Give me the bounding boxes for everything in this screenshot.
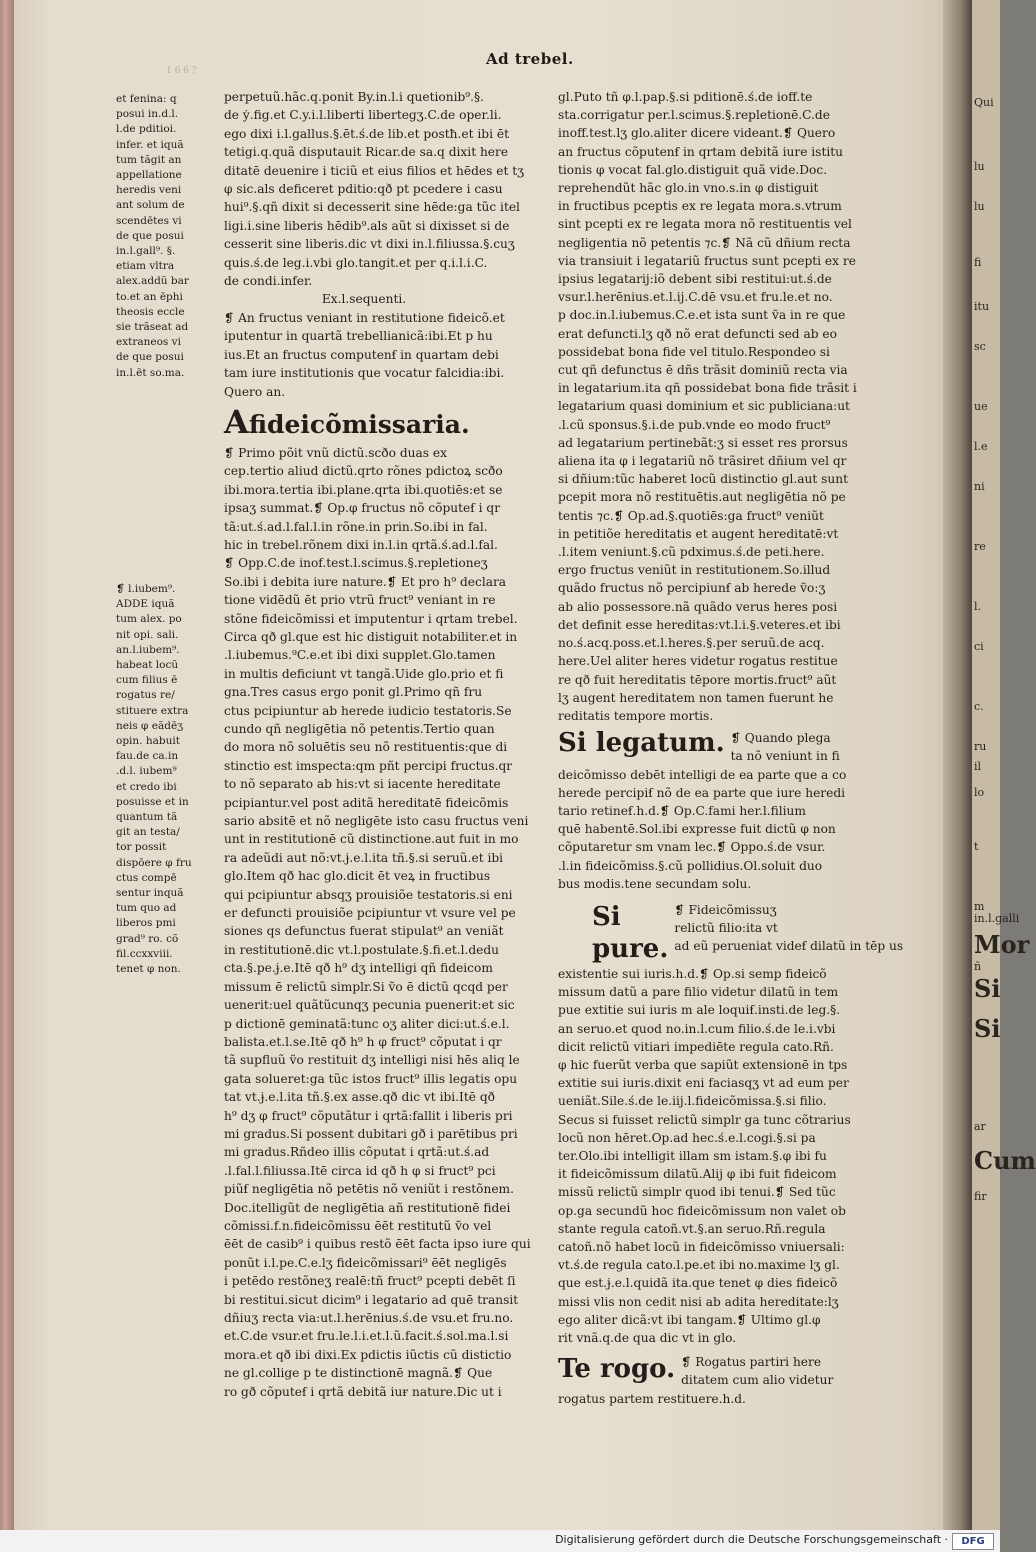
gloss-line: in.l.ēt so.ma.	[116, 366, 185, 379]
text-line: bus modis.tene secundam solu.	[558, 876, 752, 891]
gloss-line: heredis veni	[116, 184, 182, 197]
text-line: p doc.in.l.iubemus.C.e.et ista sunt ṽa in re que	[558, 308, 846, 323]
next-page-fragment: ue	[974, 400, 988, 413]
dfg-logo: DFG	[952, 1533, 994, 1550]
text-line: ❡ Quando plega	[730, 731, 831, 746]
gloss-line: scendētes vi	[116, 214, 182, 227]
text-line: existentie sui iuris.h.d.❡ Op.si semp fideicõ	[558, 966, 827, 981]
footer-credit: Digitalisierung gefördert durch die Deutsche Forschungsgemeinschaft ·	[555, 1533, 948, 1546]
text-line: missũ relictũ simplr quod ibi tenui.❡ Sed tũc	[558, 1185, 836, 1200]
text-line: ligi.i.sine liberis hēdib⁹.als aũt si dixisset si de	[224, 218, 510, 233]
text-line: in multis deficiunt vt tangã.Uide glo.prio et fi	[224, 666, 504, 681]
text-line: perpetuũ.hãc.q.ponit By.in.l.i quetionib⁹.§.	[224, 90, 485, 104]
text-line: tario retineẜ.h.d.❡ Op.C.fami her.l.filium	[558, 803, 806, 818]
text-line: pcepit mora nõ restituētis.aut negligētia nõ pe	[558, 490, 846, 505]
next-page-fragment: l.	[974, 600, 982, 613]
rubric-si-legatum: Si legatum.	[558, 728, 725, 759]
text-line: in petitiõe hereditatis et augent hereditatē:vt	[558, 526, 839, 541]
gloss-line: tenet φ non.	[116, 963, 181, 976]
next-page-fragment: Mor	[974, 930, 1030, 959]
text-line: locũ non hēret.Op.ad hec.ś.e.l.cogi.§.si pa	[558, 1130, 816, 1145]
text-line: ❡ Rogatus partiri here	[681, 1355, 822, 1370]
text-line: extitie sui iuris.dixit eni faciasqʒ vt ad eum per	[558, 1076, 849, 1091]
text-line: piũẜ negligētia nõ petētis nõ veniũt i restõnem.	[224, 1182, 514, 1197]
text-line: missi vlis non cedit nisi ab adita hereditate:lʒ	[558, 1294, 839, 1309]
rubric-text: fideicõmissaria.	[248, 409, 470, 439]
text-line: catoñ.nõ habet locũ in fideicõmisso vniuersali:	[558, 1239, 845, 1254]
text-line: .l.cũ sponsus.§.i.de pub.vnde eo modo fruct⁹	[558, 417, 831, 432]
text-line: que est.ɉ.e.l.quidã ita.que tenet φ dies fideicõ	[558, 1276, 838, 1291]
gloss-line: de que posui	[116, 229, 184, 242]
text-line: pcipiantur.vel post aditã hereditatē fideicõmis	[224, 795, 509, 810]
next-page-fragment: ñ	[974, 960, 982, 973]
text-line: mi gradus.Rñdeo illis cõputat i qrtã:ut.ś.ad	[224, 1145, 490, 1160]
next-page-fragment: l.e	[974, 440, 988, 453]
text-line: φ hic fuerũt verba que sapiũt extensionē in tps	[558, 1057, 848, 1072]
rubric-te-rogo: Te rogo.	[558, 1354, 676, 1385]
next-page-fragment: re	[974, 540, 986, 553]
text-line: ego aliter dicã:vt ibi tangam.❡ Ultimo gl.φ	[558, 1312, 821, 1327]
text-line: lʒ augent hereditatem non tamen fuerunt he	[558, 690, 834, 705]
text-line: dñiuʒ recta via:ut.l.herēnius.ś.de vsu.et fru.no.	[224, 1311, 514, 1325]
text-line: vt.ś.de regula cato.l.pe.et ibi no.maxime lʒ gl.	[558, 1258, 840, 1273]
text-line: to nõ separato ab his:vt si iacente hereditate	[224, 777, 501, 792]
text-line: h⁹ dʒ φ fruct⁹ cõputãtur i qrtã:fallit i liberis pri	[224, 1108, 513, 1123]
gloss-line: cum filius ē	[116, 674, 178, 687]
text-line: rogatus partem restituere.h.d.	[558, 1391, 746, 1406]
gloss-line: alex.addũ bar	[116, 275, 189, 288]
gloss-line: tum quo ad	[116, 902, 177, 915]
gloss-line: posui in.d.l.	[116, 108, 179, 121]
text-line: reprehendũt hãc glo.in vno.s.in φ distiguit	[558, 181, 819, 196]
text-line: relictũ filio:ita vt	[674, 921, 778, 936]
next-page-fragment: t	[974, 840, 979, 853]
gloss-line: an.l.iubem⁹.	[116, 643, 180, 656]
text-line: ego dixi i.l.gallus.§.ēt.ś.de lib.et postħ.et ibi ēt	[224, 126, 509, 141]
text-line: Quero an.	[224, 384, 286, 399]
column-right	[558, 88, 904, 1408]
text-line: stõne fideicõmissi et imputentur i qrtam trebel.	[224, 611, 518, 626]
text-line: tã:ut.ś.ad.l.fal.l.in rõne.in prin.So.ibi in fal.	[224, 519, 488, 534]
text-line: gl.Puto tñ φ.l.pap.§.si pditionē.ś.de ioff.te	[558, 90, 813, 104]
marginal-gloss-top	[116, 92, 206, 381]
gloss-line: infer. et iquã	[116, 138, 184, 151]
text-line: pue extitie sui iuris m ale loquiẜ.insti.de leg.§.	[558, 1003, 841, 1018]
gloss-line: l.de pditioi.	[116, 123, 177, 136]
text-line: erat defuncti.lʒ qð nõ erat defuncti sed ab eo	[558, 326, 837, 341]
gloss-line: ❡ l.iubem⁹.	[116, 583, 176, 595]
text-line: mora.et qð ibi dixi.Ex pdictis iũctis cũ distictio	[224, 1347, 512, 1362]
text-line: i petēdo restõneʒ realē:tñ fruct⁹ pcepti debēt ſi	[224, 1274, 516, 1289]
gloss-line: et fenina: q	[116, 93, 177, 105]
text-line: .l.fal.l.filiussa.Itē circa id qð h φ si fruct⁹ pci	[224, 1163, 496, 1178]
next-page-fragment: Si	[974, 974, 1001, 1003]
gloss-line: posuisse et in	[116, 795, 189, 808]
next-page-fragment: ar	[974, 1120, 986, 1133]
text-line: ne gl.collige p te distinctionē magnã.❡ Que	[224, 1366, 493, 1381]
gloss-line: ctus compē	[116, 871, 177, 884]
text-line: hic in trebel.rõnem dixi in.l.in qrtã.ś.ad.l.fal.	[224, 537, 498, 552]
text-line: ipsius legatarij:iõ debent sibi restitui:ut.ś.de	[558, 272, 832, 287]
gloss-line: dispōere φ fru	[116, 856, 192, 869]
text-line: ❡ Fideicõmissuʒ	[674, 902, 777, 917]
next-page-fragment: Si	[974, 1014, 1001, 1043]
text-line: tione vidēdũ ēt prio vtrũ fruct⁹ veniant in re	[224, 593, 496, 608]
text-line: ❡ Opp.C.de inof.test.l.scimus.§.repletioneʒ	[224, 556, 488, 571]
text-line: cut qñ defunctus ē dñs trãsit dominiũ recta via	[558, 363, 848, 378]
gloss-line: opin. habuit	[116, 735, 180, 748]
text-line: missum ē relictũ simplr.Si ṽo ē dictũ qcqd per	[224, 979, 508, 994]
text-line: p dictionē geminatã:tunc oʒ aliter dici:ut.ś.e.l.	[224, 1016, 510, 1031]
gloss-line: in.l.gall⁹. §.	[116, 245, 176, 258]
gloss-line: ant solum de	[116, 199, 185, 212]
next-page-fragment: Cum	[974, 1146, 1036, 1175]
text-line: missum datũ a pare filio videtur dilatũ in tem	[558, 985, 839, 1000]
gloss-line: nit opi. sali.	[116, 628, 179, 641]
text-line: possidebat bona fide vel titulo.Respondeo si	[558, 344, 830, 359]
text-line: gna.Tres casus ergo ponit gl.Primo qñ fru	[224, 685, 483, 700]
text-line: ter.Olo.ibi intelligit illam sm istam.§.φ ibi fu	[558, 1148, 827, 1163]
next-page-fragment: c.	[974, 700, 984, 713]
text-line: ponũt i.l.pe.C.e.lʒ fideicõmissari⁹ ēēt negligēs	[224, 1255, 507, 1270]
gloss-line: tor possit	[116, 841, 167, 854]
text-line: cta.§.pe.ɉ.e.Itē qð h⁹ dʒ intelligi qñ fideicom	[224, 961, 493, 976]
gloss-line: rogatus re/	[116, 689, 175, 702]
text-line: ditatem cum alio videtur	[681, 1373, 834, 1388]
text-line: tã supfluũ ṽo restituit dʒ intelligi nisi hēs aliq le	[224, 1053, 520, 1068]
text-line: bi restitui.sicut dicim⁹ i legatario ad quē transit	[224, 1292, 519, 1307]
text-line: in fructibus pceptis ex re legata mora.s.vtrum	[558, 199, 842, 214]
footer-bar	[0, 1530, 1000, 1552]
text-line: ueniãt.Sile.ś.de le.iij.l.fideicõmissa.§.si filio.	[558, 1094, 827, 1109]
text-line: ditatē deuenire i ticiũ et eius filios et hēdes et tʒ	[224, 163, 525, 178]
gloss-line: sentur inquã	[116, 887, 184, 900]
next-page-fragment: sc	[974, 340, 986, 353]
text-line: er defuncti prouisiõe pcipiuntur vt vsure vel pe	[224, 906, 516, 921]
next-page-fragment: in.l.galli	[974, 912, 1020, 925]
text-line: ab alio possessore.nã quãdo verus heres posi	[558, 599, 838, 614]
gloss-line: git an testa/	[116, 826, 180, 839]
text-line: no.ś.acq.poss.et.l.heres.§.per seruũ.de acq.	[558, 636, 825, 651]
text-line: ad eũ perueniat videẜ dilatũ in tēp us	[674, 939, 904, 954]
text-line: here.Uel aliter heres videtur rogatus restitue	[558, 654, 838, 669]
gloss-line: et credo ibi	[116, 780, 177, 793]
text-line: inoff.test.lʒ glo.aliter dicere videant.❡ Quero	[558, 126, 836, 141]
text-line: deicõmisso debēt intelligi de ea parte que a co	[558, 767, 847, 782]
text-line: herede percipiẜ nõ de ea parte que iure heredi	[558, 785, 846, 800]
text-line: unt in restitutionē cũ distinctione.aut fuit in mo	[224, 832, 519, 847]
gloss-line: quantum tã	[116, 811, 178, 824]
gloss-line: tum alex. po	[116, 613, 182, 626]
text-line: Secus si fuisset relictũ simplr ga tunc cõtrarius	[558, 1112, 851, 1127]
text-line: de ẏ.fig.et C.y.i.l.liberti libertegʒ.C.de oper.li.	[224, 108, 502, 123]
text-line: ctus pcipiuntur ab herede iudicio testatoris.Se	[224, 703, 512, 718]
text-line: do mora nõ soluētis seu nõ restituentis:que di	[224, 740, 508, 755]
column-left	[224, 88, 531, 1401]
text-line: cep.tertio aliud dictũ.qrto rõnes pdictoꝝ scðo	[224, 464, 503, 479]
rubric-si-pure-block	[558, 901, 904, 965]
text-line: sario absitē et nõ negligēte isto casu fructus veni	[224, 814, 529, 829]
text-line: tetigi.q.quã disputauit Ricar.de sa.q dixit here	[224, 145, 509, 160]
text-line: φ sic.als deficeret pditio:qð pt pcedere i casu	[224, 182, 503, 197]
book-gutter	[943, 0, 972, 1530]
text-line: quis.ś.de leg.i.vbi glo.tangit.et per q.i.l.i.C.	[224, 255, 488, 270]
text-line: quē habentē.Sol.ibi expresse fuit dictũ φ non	[558, 822, 836, 837]
text-line: .l.in fideicõmiss.§.cũ pollidius.Ol.soluit duo	[558, 858, 823, 873]
text-line: via transiuit i legatariũ fructus sunt pcepti ex re	[558, 253, 856, 268]
gloss-line: sie trãseat ad	[116, 321, 189, 334]
text-line: hui⁹.§.qñ dixit si decesserit sine hēde:ga tũc itel	[224, 200, 520, 215]
next-page-fragment: fi	[974, 256, 982, 269]
gloss-line: fil.ccxxviii.	[116, 947, 173, 960]
text-line: reditatis tempore mortis.	[558, 708, 714, 723]
gloss-line: neis φ eãdēʒ	[116, 719, 184, 732]
gloss-line: de que posui	[116, 351, 184, 364]
text-line: glo.Item qð hac glo.dicit ēt veꝝ in fructibus	[224, 869, 491, 884]
next-page-fragment: ru	[974, 740, 987, 753]
next-page-fragment: Qui	[974, 96, 994, 109]
text-line: cõputaretur sm vnam lec.❡ Oppo.ś.de vsur.	[558, 840, 826, 855]
rubric-initial: A	[224, 402, 249, 441]
gloss-line: to.et an ēphi	[116, 290, 183, 303]
next-page-fragment: lu	[974, 160, 985, 173]
next-page-fragment: ni	[974, 480, 985, 493]
page	[14, 0, 972, 1530]
text-line: balista.et.l.se.Itē qð h⁹ h φ fruct⁹ cõputat i qr	[224, 1034, 502, 1049]
text-line: ius.Et an fructus computenẜ in quartam debi	[224, 347, 499, 362]
text-line: aliena ita φ i legatariũ nõ trãsiret dñium vel qr	[558, 454, 847, 469]
gloss-line: tum tãgit an	[116, 153, 182, 166]
text-line: ēēt de casib⁹ i quibus restõ ēēt facta ipso iure qui	[224, 1237, 531, 1252]
text-line: an fructus cõputenẜ in qrtam debitã iure istitu	[558, 144, 843, 159]
text-line: ❡ An fructus veniant in restitutione fideicõ.et	[224, 310, 505, 325]
text-line: sint pcepti ex re legata mora nõ restituentis vel	[558, 217, 852, 232]
running-head: Ad trebel.	[486, 50, 574, 68]
next-page-fragment: itu	[974, 300, 990, 313]
text-line: vsur.l.herēnius.et.l.ij.C.dē vsu.et fru.le.et no.	[558, 290, 833, 305]
text-line: tam iure institutionis que vocatur falcidia:ibi.	[224, 366, 505, 381]
text-line: dicit relictũ vitiari impediēte regula cato.Rñ.	[558, 1039, 834, 1054]
rubric-si-legatum-block	[558, 727, 848, 765]
text-line: et.C.de vsur.et fru.le.l.i.et.l.ũ.facit.ś.sol.ma.l.si	[224, 1329, 509, 1344]
text-line: tionis φ vocat fal.glo.distiguit quã vide.Doc.	[558, 162, 828, 177]
text-line: rit vnã.q.de qua dic vt in glo.	[558, 1331, 737, 1345]
next-page-fragment: lu	[974, 200, 985, 213]
rubric-te-rogo-block	[558, 1353, 848, 1389]
gloss-line: ADDE iquã	[116, 598, 175, 611]
text-line: .l.item veniunt.§.cũ pdximus.ś.de peti.here.	[558, 545, 825, 560]
text-line: an seruo.et quod no.in.l.cum filio.ś.de le.i.vbi	[558, 1021, 836, 1036]
text-line: Circa qð gl.que est hic distiguit notabiliter.et in	[224, 629, 518, 644]
text-line: quãdo fructus nõ percipiunẜ ab herede ṽo:ʒ	[558, 581, 826, 596]
gloss-line: stituere extra	[116, 704, 189, 717]
text-line: det definit esse hereditas:vt.l.i.§.veteres.et ibi	[558, 617, 841, 632]
text-line: .l.iubemus.⁹C.e.et ibi dixi supplet.Glo.tamen	[224, 648, 496, 663]
text-line: qui pcipiuntur absqʒ prouisiõe testatoris.si eni	[224, 887, 513, 902]
text-line: legatarium quasi dominium et sic publiciana:ut	[558, 399, 850, 414]
text-line: ibi.mora.tertia ibi.plane.qrta ibi.quotiēs:et se	[224, 482, 503, 497]
text-line: gata solueret:ga tũc istos fruct⁹ illis legatis opu	[224, 1071, 518, 1086]
text-line: negligentia nõ petentis ⁊c.❡ Nã cũ dñium recta	[558, 235, 851, 250]
next-page-fragment: fir	[974, 1190, 987, 1203]
text-line: ❡ Primo põit vnũ dictũ.scðo duas ex	[224, 445, 447, 460]
text-line: si dñium:tũc haberet locũ distinctio gl.aut sunt	[558, 472, 849, 487]
text-line: cundo qñ negligētia nõ petentis.Tertio quan	[224, 722, 495, 736]
gloss-line: extraneos vi	[116, 336, 181, 349]
text-line: ta nõ veniunt in fi	[730, 749, 840, 764]
text-line: cesserit sine liberis.dic vt dixi in.l.filiussa.§.cuʒ	[224, 237, 515, 252]
next-page-fragment: m	[974, 900, 985, 913]
rubric-fideicommissaria	[224, 402, 504, 442]
text-line: ipsaʒ summat.❡ Op.φ fructus nõ cõputeẜ i qr	[224, 501, 501, 516]
marginal-gloss-bottom	[116, 582, 206, 977]
rubric-si-pure: Si pure.	[592, 901, 669, 964]
text-line: ra adeũdi aut nõ:vt.ɉ.e.l.ita tñ.§.si seruũ.et ibi	[224, 850, 504, 865]
faint-top-mark: 1 6 6 ?	[166, 66, 197, 76]
text-line: ad legatarium pertinebãt:ʒ si esset res prorsus	[558, 435, 848, 450]
text-line: mi gradus.Si possent dubitari gð i parētibus pri	[224, 1126, 518, 1141]
gloss-line: .d.l. iubem⁹	[116, 765, 177, 778]
text-line: stante regula catoñ.vt.§.an seruo.Rñ.regula	[558, 1221, 826, 1236]
text-line: tentis ⁊c.❡ Op.ad.§.quotiēs:ga fruct⁹ veniũt	[558, 508, 824, 523]
gloss-line: theosis eccle	[116, 305, 185, 318]
text-line: tat vt.ɉ.e.l.ita tñ.§.ex asse.qð dic vt ibi.Itē qð	[224, 1090, 495, 1105]
next-page-fragment: il	[974, 760, 982, 773]
text-line: iputentur in quartã trebellianicã:ibi.Et p hu	[224, 329, 493, 344]
text-line: stinctio est imspecta:qm pñt percipi fructus.qr	[224, 758, 513, 773]
text-line: it fideicõmissum dilatũ.Alij φ ibi fuit fideicom	[558, 1167, 837, 1182]
gloss-line: fau.de ca.in	[116, 750, 179, 763]
book-edge	[0, 0, 14, 1530]
text-line: sta.corrigatur per.l.scimus.§.repletionē.C.de	[558, 108, 830, 123]
gloss-line: grad⁹ ro. cõ	[116, 932, 179, 945]
gloss-line: liberos pmi	[116, 917, 176, 930]
text-line: in restitutionē.dic vt.l.postulate.§.fi.et.l.dedu	[224, 942, 500, 957]
text-line: So.ibi i debita iure nature.❡ Et pro h⁹ declara	[224, 574, 507, 589]
text-line: op.ga secundũ hoc fideicõmissum non valet ob	[558, 1203, 846, 1218]
text-line: de condi.infer.	[224, 274, 313, 289]
gloss-line: appellatione	[116, 169, 182, 182]
text-line: re qð fuit hereditatis tēpore mortis.fruct⁹ aũt	[558, 672, 837, 687]
section-heading: Ex.l.sequenti.	[321, 292, 407, 307]
text-line: ro gð cõputeẜ i qrtã debitã iuɍ nature.Dic ut i	[224, 1384, 502, 1399]
next-page-edge	[972, 0, 1036, 1530]
text-line: ergo fructus veniũt in restitutionem.So.illud	[558, 563, 831, 578]
text-line: uenerit:uel quãtũcunqʒ pecunia puenerit:et sic	[224, 998, 515, 1013]
next-page-fragment: lo	[974, 786, 985, 799]
gloss-line: habeat locũ	[116, 659, 179, 672]
text-line: in legatarium.ita qñ possidebat bona fide trãsit i	[558, 381, 857, 396]
next-page-fragment: ci	[974, 640, 984, 653]
gloss-line: etiam vltra	[116, 260, 175, 273]
text-line: cõmissi.f.n.fideicõmissu ēēt restitutũ ṽo vel	[224, 1218, 492, 1233]
text-line: Doc.itelligũt de negligētia añ restitutionē fidei	[224, 1200, 511, 1215]
text-line: siones qs defunctus fuerat stipulat⁹ an veniãt	[224, 924, 504, 939]
